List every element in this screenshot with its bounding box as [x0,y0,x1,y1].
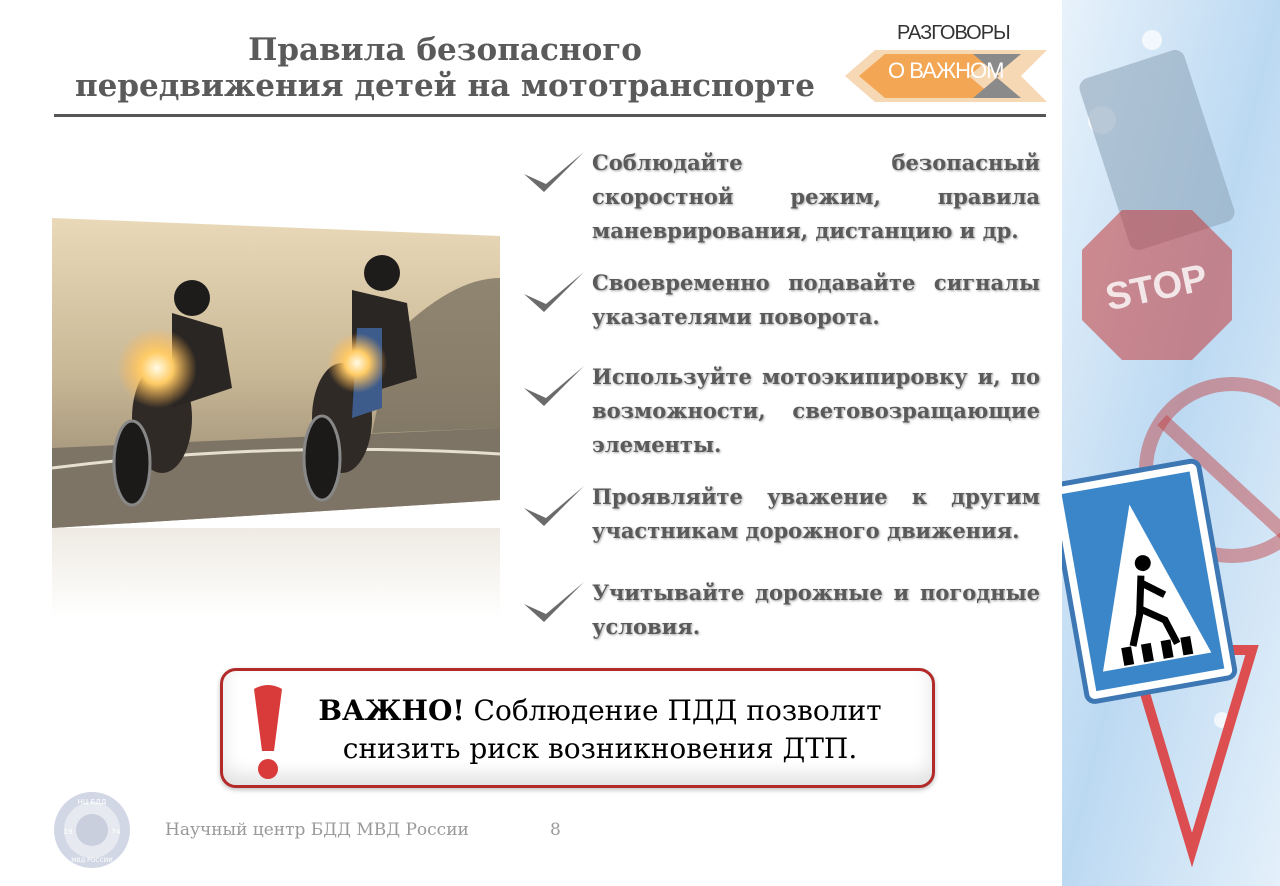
rule-text: Учитывайте дорожные и погодные условия. [592,580,1040,639]
svg-text:74: 74 [111,828,121,836]
photo-reflection [52,528,500,618]
rule-text: Используйте мотоэкипировку и, по возможности, световозращающие элементы. [592,364,1040,457]
exclamation-icon [250,683,286,783]
checkmark-icon [522,268,586,316]
checkmark-icon [522,482,586,530]
rule-text: Проявляйте уважение к другим участникам дорожного движения. [592,484,1040,543]
checkmark-icon [522,148,586,196]
badge-label: О ВАЖНОМ [888,58,1004,83]
svg-text:НЦ БДД: НЦ БДД [77,798,107,806]
svg-text:МВД РОССИИ: МВД РОССИИ [71,857,113,864]
title-line-2: передвижения детей на мототранспорте [74,68,816,104]
important-text [300,692,900,768]
motorcycle-photo [52,218,500,528]
road-signs-decoration [1062,0,1280,886]
organization-seal-logo [52,790,132,870]
checkmark-icon [522,362,586,410]
rule-item [522,146,1040,246]
footer-organization: Научный центр БДД МВД России [165,820,469,840]
rule-item [522,360,1040,460]
rule-item [522,266,1040,336]
slide-title [60,32,830,104]
checkmark-icon [522,578,586,626]
badge-top-text: РАЗГОВОРЫ [897,22,1010,44]
important-label: ВАЖНО! [318,694,465,727]
svg-text:STOP: STOP [1101,256,1212,320]
svg-text:19: 19 [63,828,73,836]
important-line-2: снизить риск возникновения ДТП. [342,732,858,765]
rule-text: Соблюдайте безопасный скоростной режим, правила маневрирования, дистанцию и др. [592,150,1040,243]
title-line-1: Правила безопасного [248,32,642,68]
rule-item [522,480,1040,550]
rule-text: Своевременно подавайте сигналы указателями поворота. [592,270,1040,329]
page-number: 8 [550,820,561,840]
title-divider [54,114,1046,117]
rule-item [522,576,1040,646]
important-line-1: Соблюдение ПДД позволит [464,694,882,727]
